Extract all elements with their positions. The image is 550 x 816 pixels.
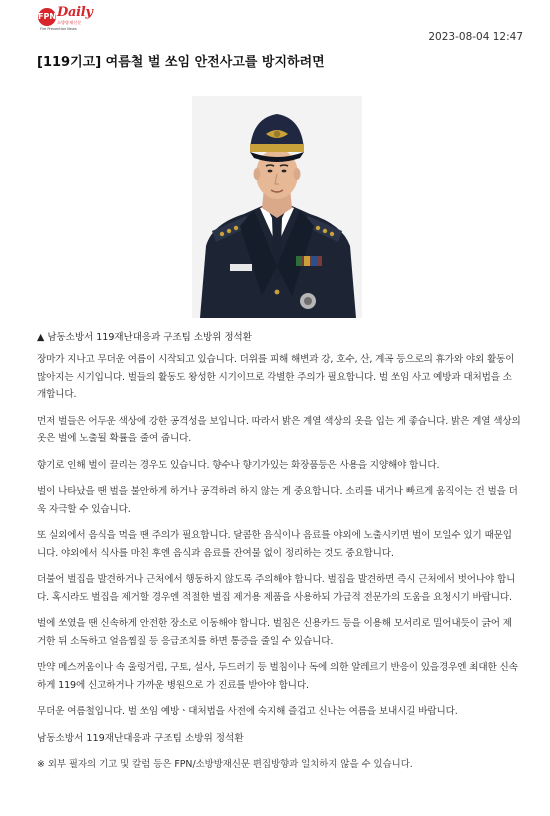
logo-subtitle: 소방방재신문 <box>57 20 82 25</box>
logo-mark: FPN <box>38 8 56 26</box>
disclaimer-note: ※ 외부 필자의 기고 및 칼럼 등은 FPN/소방방재신문 편집방향과 일치하지 않을 수 있습니다. <box>37 758 413 770</box>
author-photo <box>192 96 362 318</box>
article-paragraph: 무더운 여름철입니다. 벌 쏘임 예방ㆍ대처법을 사전에 숙지해 즐겁고 신나는 여름을 보내시길 바랍니다. <box>37 706 458 717</box>
article-paragraph: 벌이 나타났을 땐 벌을 불안하게 하거나 공격하려 하지 않는 게 중요합니다. 소리를 내거나 빠르게 움직이는 건 벌을 더욱 자극할 수 있습니다. <box>37 486 518 515</box>
article-paragraph: 먼저 벌들은 어두운 색상에 강한 공격성을 보입니다. 따라서 밝은 계열 색상의 옷을 입는 게 좋습니다. 밝은 계열 색상의 옷은 벌에 노출될 확률을 줄여 줍니다. <box>37 415 521 444</box>
logo-tagline: Fire Prevention News <box>40 27 77 31</box>
author-portrait-image <box>192 96 362 318</box>
article-paragraph: 향기로 인해 벌이 끌리는 경우도 있습니다. 향수나 향기가있는 화장품등은 사용을 지양해야 합니다. <box>37 459 440 471</box>
article-body <box>37 351 521 773</box>
article-paragraph: 또 실외에서 음식을 먹을 땐 주의가 필요합니다. 달콤한 음식이나 음료를 야외에 노출시키면 벌이 모일수 있기 때문입니다. 야외에서 식사를 마친 후엔 음식과 음료를 잔여물 없이 정리하는 것도 중요합니다. <box>37 530 512 559</box>
article-title: [119기고] 여름철 벌 쏘임 안전사고를 방지하려면 <box>37 55 325 70</box>
article-paragraph: 더불어 벌집을 발견하거나 근처에서 행동하지 않도록 주의해야 합니다. 벌집을 발견하면 즉시 근처에서 벗어나야 합니다. 혹시라도 벌집을 제거할 경우엔 적절한 벌집 제거용 제품을 사용하되 가급적 전문가의 도움을 요청시기 바랍니다. <box>37 574 516 603</box>
publish-date: 2023-08-04 12:47 <box>428 31 523 43</box>
article-paragraph: 장마가 지나고 무더운 여름이 시작되고 있습니다. 더위를 피해 해변과 강, 호수, 산, 계곡 등으로의 휴가와 야외 활동이 많아지는 시기입니다. 벌들의 활동도 왕성한 시기이므로 각별한 주의가 필요합니다. 벌 쏘임 사고 예방과 대처법을 소개합니다. <box>37 354 515 400</box>
article-paragraph: 벌에 쏘였을 땐 신속하게 안전한 장소로 이동해야 합니다. 벌침은 신용카드 등을 이용해 모서리로 밀어내듯이 긁어 제거한 뒤 소독하고 얼음찜질 등 응급조치를 하면 통증을 줄일 수 있습니다. <box>37 618 512 647</box>
site-logo[interactable] <box>38 6 100 30</box>
photo-caption: ▲ 남동소방서 119재난대응과 구조팀 소방위 정석환 <box>37 332 252 343</box>
author-signature: 남동소방서 119재난대응과 구조팀 소방위 정석환 <box>37 732 244 744</box>
article-paragraph: 만약 메스꺼움이나 속 울렁거림, 구토, 설사, 두드러기 등 벌침이나 독에 의한 알레르기 반응이 있을경우엔 최대한 신속하게 119에 신고하거나 가까운 병원으로 가 진료를 받아야 합니다. <box>37 662 518 691</box>
site-header <box>0 0 550 43</box>
logo-text: Daily <box>57 5 93 20</box>
